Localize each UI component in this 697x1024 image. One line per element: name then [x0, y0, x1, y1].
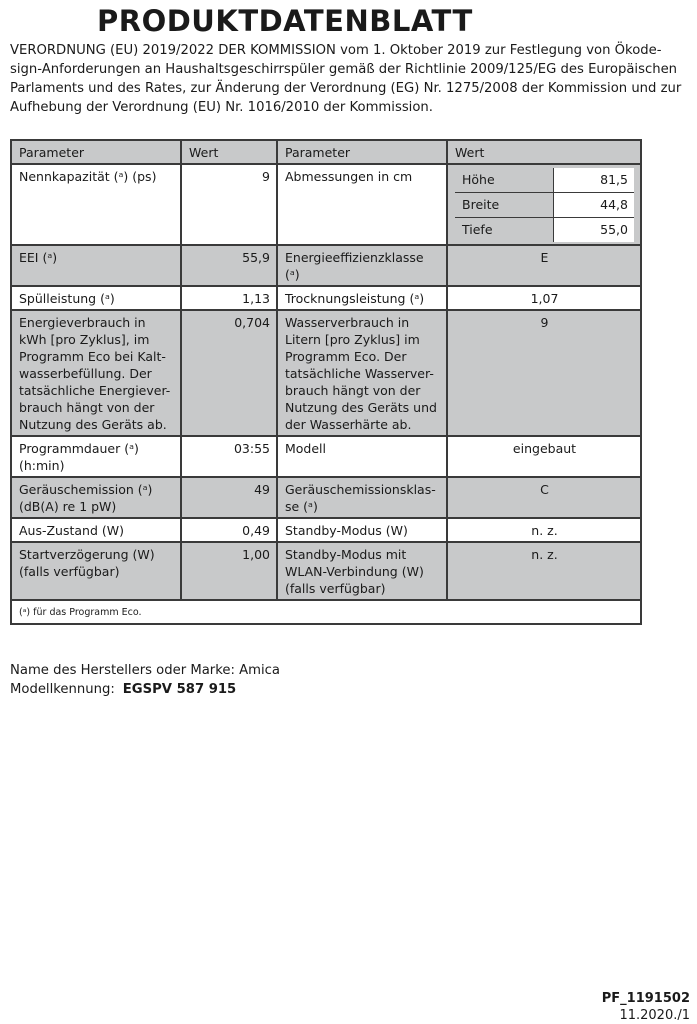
value-model: eingebaut — [447, 436, 641, 477]
value-water-consumption: 9 — [447, 310, 641, 436]
document-number: PF_1191502 — [601, 991, 690, 1006]
dim-label-depth: Tiefe — [462, 222, 493, 237]
table-row — [11, 477, 641, 518]
header-value-1: Wert — [181, 140, 277, 164]
value-noise-emission: 49 — [181, 477, 277, 518]
value-delay-start: 1,00 — [181, 542, 277, 600]
param-networked-standby: Standby-Modus mit WLAN-Verbindung (W) (falls verfügbar) — [277, 542, 447, 600]
value-drying-performance: 1,07 — [447, 286, 641, 310]
footnote-row — [11, 600, 641, 624]
param-noise-class: Geräuschemissionsklas-se (ᵃ) — [277, 477, 447, 518]
param-water-consumption: Wasserverbrauch in Litern [pro Zyklus] im Programm Eco. Der tatsächliche Wasserver-brauch hängt von der Nutzung des Geräts und der Wasserhärte ab. — [277, 310, 447, 436]
value-energy-class: E — [447, 245, 641, 286]
header-value-2: Wert — [447, 140, 641, 164]
regulation-text: VERORDNUNG (EU) 2019/2022 DER KOMMISSION vom 1. Oktober 2019 zur Festlegung von Ökode- sign-Anforderungen an Haushaltsgeschirrspüler gemäß der Richtlinie 2009/125/EG des Europäischen Parlaments und des Rates, zur Änderung der Verordnung (EG) Nr. 1275/2008 der Kommission und zur Aufhebung der Verordnung (EU) Nr. 1016/2010 der Kommission. — [10, 43, 682, 115]
model-identifier-line — [10, 680, 280, 699]
param-drying-performance: Trocknungsleistung (ᵃ) — [277, 286, 447, 310]
header-parameter-2: Parameter — [277, 140, 447, 164]
document-revision: 11.2020./1 — [619, 1008, 690, 1023]
table-header-row — [11, 140, 641, 164]
value-networked-standby: n. z. — [447, 542, 641, 600]
param-noise-emission: Geräuschemission (ᵃ) (dB(A) re 1 pW) — [11, 477, 181, 518]
table-row — [11, 436, 641, 477]
dim-value-width: 44,8 — [554, 193, 634, 218]
value-rated-capacity: 9 — [181, 164, 277, 245]
value-programme-duration: 03:55 — [181, 436, 277, 477]
footnote: (ᵃ) für das Programm Eco. — [11, 600, 641, 624]
document-code — [602, 990, 690, 1024]
param-cleaning-performance: Spülleistung (ᵃ) — [11, 286, 181, 310]
dimensions-subtable — [455, 168, 634, 242]
value-off-mode: 0,49 — [181, 518, 277, 542]
param-eei: EEI (ᵃ) — [11, 245, 181, 286]
param-off-mode: Aus-Zustand (W) — [11, 518, 181, 542]
table-row — [11, 518, 641, 542]
table-row — [11, 542, 641, 600]
value-noise-class: C — [447, 477, 641, 518]
dim-label-height: Höhe — [455, 168, 554, 193]
dimensions-cell — [447, 164, 641, 245]
value-cleaning-performance: 1,13 — [181, 286, 277, 310]
param-programme-duration: Programmdauer (ᵃ) (h:min) — [11, 436, 181, 477]
value-energy-consumption: 0,704 — [181, 310, 277, 436]
model-identifier-label: Modellkennung: — [10, 682, 115, 697]
param-energy-class: Energieeffizienzklasse (ᵃ) — [277, 245, 447, 286]
param-delay-start: Startverzögerung (W) (falls verfügbar) — [11, 542, 181, 600]
param-model: Modell — [277, 436, 447, 477]
param-dimensions: Abmessungen in cm — [277, 164, 447, 245]
value-eei: 55,9 — [181, 245, 277, 286]
manufacturer-info — [10, 661, 280, 699]
table-row — [11, 245, 641, 286]
header-parameter-1: Parameter — [11, 140, 181, 164]
dim-label-width: Breite — [455, 193, 554, 218]
page-title: PRODUKTDATENBLATT — [97, 4, 473, 38]
param-energy-consumption: Energieverbrauch in kWh [pro Zyklus], im Programm Eco bei Kalt-wasserbefüllung. Der tatsächliche Energiever-brauch hängt von der Nutzung des Geräts ab. — [11, 310, 181, 436]
param-standby-mode: Standby-Modus (W) — [277, 518, 447, 542]
table-row — [11, 286, 641, 310]
model-identifier-value: EGSPV 587 915 — [122, 682, 237, 697]
table-row — [11, 310, 641, 436]
dim-value-depth: 55,0 — [554, 218, 634, 243]
product-data-table — [10, 139, 642, 625]
dim-value-height: 81,5 — [554, 168, 634, 193]
manufacturer-name: Name des Herstellers oder Marke: Amica — [10, 663, 281, 678]
value-standby-mode: n. z. — [447, 518, 641, 542]
table-row — [11, 164, 641, 245]
param-rated-capacity: Nennkapazität (ᵃ) (ps) — [11, 164, 181, 245]
